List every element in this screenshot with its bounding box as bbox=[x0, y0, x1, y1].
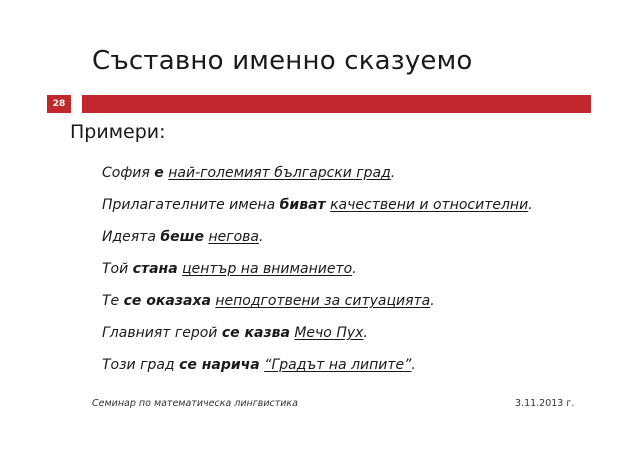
example-sentence: Главният герой се казва Мечо Пух. bbox=[102, 325, 368, 341]
subject: Той bbox=[102, 261, 133, 277]
footer-date: 3.11.2013 г. bbox=[515, 398, 575, 409]
predicative: негова bbox=[208, 229, 259, 245]
subject: Главният герой bbox=[102, 325, 222, 341]
subject: Прилагателните имена bbox=[102, 197, 280, 213]
example-sentence: Идеята беше негова. bbox=[102, 229, 264, 245]
subject: София bbox=[102, 165, 155, 181]
slide-title: Съставно именно сказуемо bbox=[92, 46, 473, 76]
link-verb: беше bbox=[160, 229, 205, 245]
link-verb: стана bbox=[132, 261, 178, 277]
title-accent-bar bbox=[82, 95, 591, 113]
predicative: “Градът на липите” bbox=[264, 357, 412, 373]
link-verb: се казва bbox=[221, 325, 290, 341]
example-sentence: Този град се нарича “Градът на липите”. bbox=[102, 357, 416, 373]
subject: Те bbox=[102, 293, 124, 309]
footer-seminar-name: Семинар по математическа лингвистика bbox=[92, 398, 298, 409]
predicative: Мечо Пух bbox=[294, 325, 364, 341]
example-sentence: Прилагателните имена биват качествени и относителни. bbox=[102, 197, 533, 213]
example-sentence: Той стана център на вниманието. bbox=[102, 261, 357, 277]
link-verb: биват bbox=[279, 197, 326, 213]
slide-number-badge: 28 bbox=[47, 95, 71, 113]
predicative: качествени и относителни bbox=[330, 197, 529, 213]
link-verb: е bbox=[154, 165, 164, 181]
predicative: неподготвени за ситуацията bbox=[215, 293, 431, 309]
examples-heading: Примери: bbox=[70, 121, 166, 143]
subject: Идеята bbox=[102, 229, 161, 245]
predicative: най-големият български град bbox=[168, 165, 391, 181]
link-verb: се оказаха bbox=[123, 293, 211, 309]
example-sentence: Те се оказаха неподготвени за ситуацията. bbox=[102, 293, 435, 309]
link-verb: се нарича bbox=[179, 357, 260, 373]
example-sentence: София е най-големият български град. bbox=[102, 165, 396, 181]
examples-list bbox=[102, 157, 622, 381]
subject: Този град bbox=[102, 357, 180, 373]
predicative: център на вниманието bbox=[182, 261, 353, 277]
